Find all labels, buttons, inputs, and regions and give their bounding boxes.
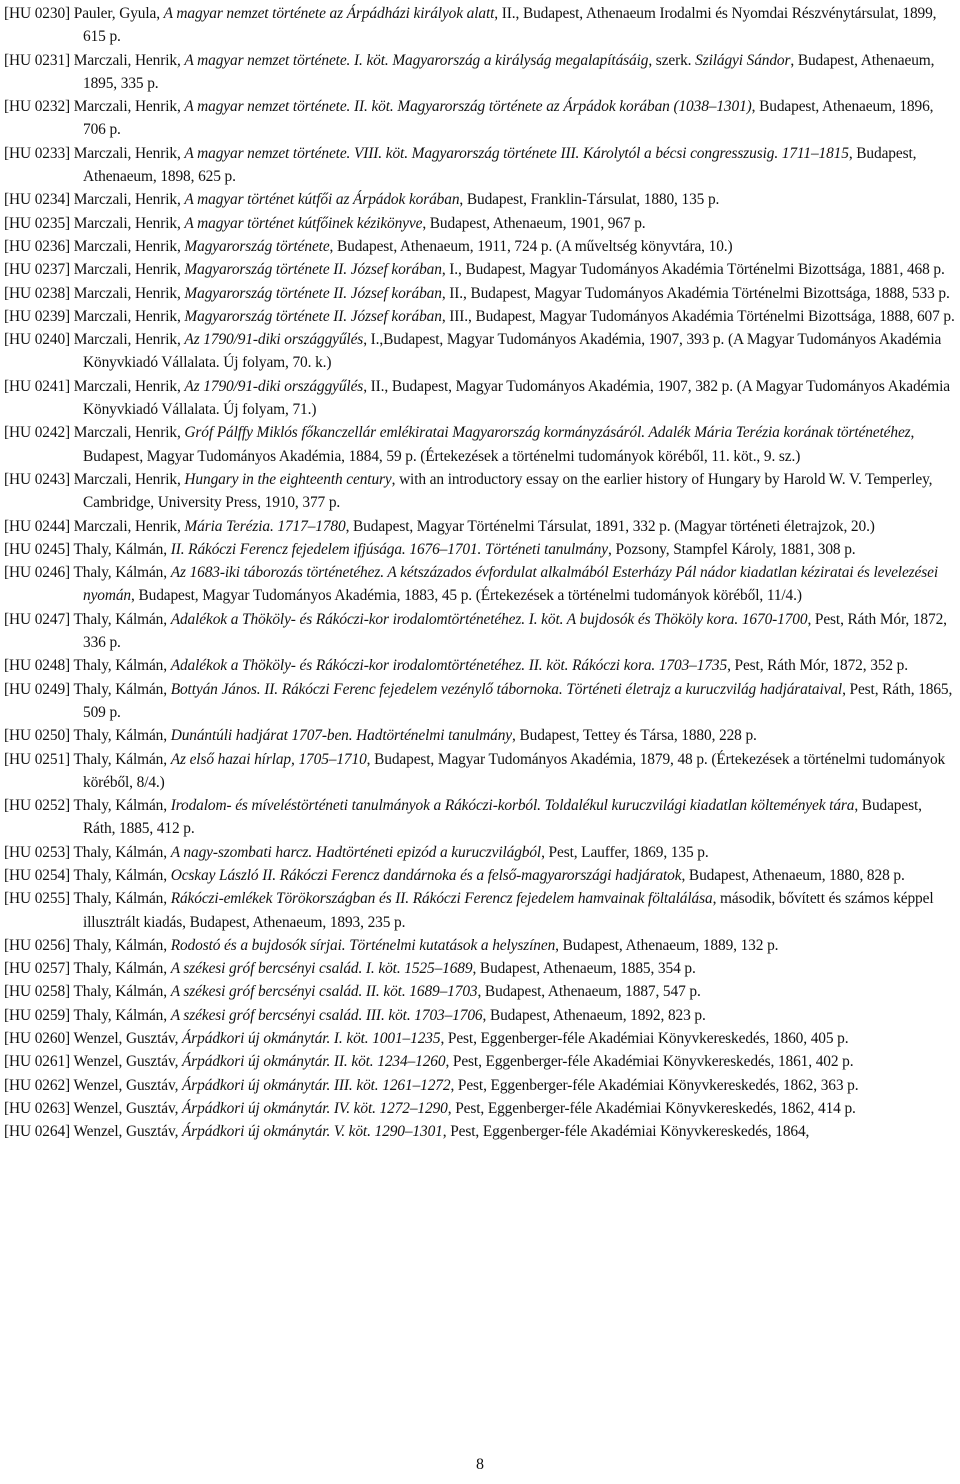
entry-title-segment: Magyarország története (184, 237, 330, 255)
entry-text-segment: , III., Budapest, Magyar Tudományos Akadémia Történelmi Bizottsága, 1888, 607 p. (441, 307, 955, 325)
entry-id: [HU 0240] (4, 331, 71, 349)
entry-text-segment: Marczali, Henrik, (70, 191, 185, 209)
entry-text-segment: Thaly, Kálmán, (70, 797, 171, 815)
entry-title-segment: Az 1683-iki táborozás történetéhez. A kétszázados évfordulat alkalmából Esterházy Pál nádor kiadatlan kéziratai és levelezései nyomán (83, 564, 938, 605)
bibliography-entry (4, 608, 956, 655)
entry-text-segment: Wenzel, Gusztáv, (70, 1099, 183, 1117)
page-number: 8 (476, 1456, 484, 1473)
bibliography-entry (4, 1097, 956, 1120)
entry-text-segment: , Budapest, Athenaeum, 1895, 335 p. (83, 51, 935, 92)
bibliography-entry (4, 468, 956, 515)
entry-title-segment: A székesi gróf bercsényi család. I. köt. 1525–1689 (170, 960, 473, 978)
entry-text-segment: Wenzel, Gusztáv, (70, 1076, 183, 1094)
entry-text-segment: , Budapest, Athenaeum, 1885, 354 p. (472, 960, 696, 978)
entry-id: [HU 0242] (4, 424, 71, 442)
entry-text-segment: , Budapest, Athenaeum, 1911, 724 p. (A műveltség könyvtára, 10.) (329, 237, 733, 255)
entry-text-segment: Marczali, Henrik, (70, 470, 185, 488)
bibliography-entry (4, 212, 956, 235)
entry-id: [HU 0263] (4, 1099, 71, 1117)
bibliography-entry (4, 258, 956, 281)
entry-text-segment: Thaly, Kálmán, (70, 890, 171, 908)
entry-text-segment: Marczali, Henrik, (70, 331, 185, 349)
entry-id: [HU 0247] (4, 610, 71, 628)
entry-text-segment: , Budapest, Magyar Tudományos Akadémia, 1884, 59 p. (Értekezések a történelmi tudományok köréből, 11. köt., 9. sz.) (83, 424, 915, 465)
entry-title-segment: Magyarország története II. József korában (184, 307, 442, 325)
entry-text-segment: Marczali, Henrik, (70, 261, 185, 279)
entry-text-segment: , II., Budapest, Athenaeum Irodalmi és Nyomdai Részvénytársulat, 1899, 615 p. (83, 5, 937, 46)
entry-id: [HU 0260] (4, 1030, 71, 1048)
entry-id: [HU 0243] (4, 470, 71, 488)
entry-title-segment: Magyarország története II. József korában (184, 261, 442, 279)
bibliography-entry (4, 1050, 956, 1073)
entry-title-segment: Árpádkori új okmánytár. IV. köt. 1272–1290 (182, 1099, 448, 1117)
entry-text-segment: , Budapest, Magyar Tudományos Akadémia, 1879, 48 p. (Értekezések a történelmi tudományok köréből, 8/4.) (83, 750, 946, 791)
entry-title-segment: II. Rákóczi Ferencz fejedelem ifjúsága. 1676–1701. Történeti tanulmány (170, 540, 608, 558)
bibliography-entry (4, 235, 956, 258)
bibliography-entry (4, 748, 956, 795)
entry-id: [HU 0261] (4, 1053, 71, 1071)
entry-text-segment: Marczali, Henrik, (70, 98, 185, 116)
entry-id: [HU 0232] (4, 98, 71, 116)
entry-title-segment: Rodostó és a bujdosók sírjai. Történelmi kutatások a helyszínen (170, 936, 556, 954)
entry-id: [HU 0255] (4, 890, 71, 908)
entry-id: [HU 0248] (4, 657, 71, 675)
entry-text-segment: , Budapest, Magyar Történelmi Társulat, 1891, 332 p. (Magyar történeti életrajzok, 20.) (345, 517, 875, 535)
entry-text-segment: Marczali, Henrik, (70, 284, 185, 302)
entry-title-segment: Szilágyi Sándor (695, 51, 791, 69)
bibliography-entry (4, 654, 956, 677)
entry-text-segment: Wenzel, Gusztáv, (70, 1030, 183, 1048)
entry-text-segment: Marczali, Henrik, (70, 517, 185, 535)
entry-title-segment: Irodalom- és míveléstörténeti tanulmányok a Rákóczi-korból. Toldalékul kuruczvilági kiadatlan költemények tára (170, 797, 855, 815)
entry-id: [HU 0256] (4, 936, 71, 954)
bibliography-entry (4, 1120, 956, 1143)
entry-text-segment: Thaly, Kálmán, (70, 866, 171, 884)
entry-text-segment: Marczali, Henrik, (70, 377, 185, 395)
entry-text-segment: Marczali, Henrik, (70, 51, 185, 69)
entry-text-segment: Marczali, Henrik, (70, 307, 185, 325)
entry-text-segment: , Pozsony, Stampfel Károly, 1881, 308 p. (607, 540, 856, 558)
entry-id: [HU 0249] (4, 680, 71, 698)
entry-title-segment: Adalékok a Thököly- és Rákóczi-kor irodalomtörténetéhez. II. köt. Rákóczi kora. 1703–1735 (170, 657, 728, 675)
entry-title-segment: A magyar nemzet története. II. köt. Magyarország története az Árpádok korában (1038–1301) (184, 98, 752, 116)
entry-text-segment: , Budapest, Athenaeum, 1880, 828 p. (681, 866, 905, 884)
entry-text-segment: Pauler, Gyula, (70, 5, 164, 22)
bibliography-entry (4, 95, 956, 142)
entry-id: [HU 0258] (4, 983, 71, 1001)
entry-id: [HU 0237] (4, 261, 71, 279)
bibliography-entry (4, 678, 956, 725)
bibliography-entry (4, 794, 956, 841)
entry-title-segment: Ocskay László II. Rákóczi Ferencz dandárnoka és a felső-magyarországi hadjáratok (170, 866, 682, 884)
entry-id: [HU 0231] (4, 51, 71, 69)
entry-id: [HU 0241] (4, 377, 71, 395)
bibliography-entry (4, 841, 956, 864)
entry-id: [HU 0239] (4, 307, 71, 325)
entry-text-segment: , Pest, Eggenberger-féle Akadémiai Könyvkereskedés, 1864, (442, 1123, 810, 1141)
entry-title-segment: Árpádkori új okmánytár. I. köt. 1001–1235 (182, 1030, 441, 1048)
entry-id: [HU 0245] (4, 540, 71, 558)
entry-text-segment: , Budapest, Magyar Tudományos Akadémia, 1883, 45 p. (Értekezések a történelmi tudományok köréből, 11/4.) (131, 587, 802, 605)
bibliography-entry (4, 142, 956, 189)
entry-text-segment: Marczali, Henrik, (70, 144, 185, 162)
entry-text-segment: , Budapest, Athenaeum, 1901, 967 p. (422, 214, 646, 232)
entry-text-segment: Thaly, Kálmán, (70, 657, 171, 675)
entry-title-segment: Magyarország története II. József korában (184, 284, 442, 302)
entry-text-segment: , Pest, Ráth Mór, 1872, 352 p. (727, 657, 908, 675)
bibliography-entry (4, 1027, 956, 1050)
bibliography-entry (4, 282, 956, 305)
entry-text-segment: Thaly, Kálmán, (70, 960, 171, 978)
entry-text-segment: , Budapest, Tettey és Társa, 1880, 228 p. (512, 727, 757, 745)
entry-title-segment: A magyar történet kútfői az Árpádok korában (184, 191, 460, 209)
entry-title-segment: Árpádkori új okmánytár. V. köt. 1290–1301 (182, 1123, 443, 1141)
entry-text-segment: Thaly, Kálmán, (70, 750, 171, 768)
entry-title-segment: A székesi gróf bercsényi család. II. köt. 1689–1703 (170, 983, 478, 1001)
entry-text-segment: , II., Budapest, Magyar Tudományos Akadémia Történelmi Bizottsága, 1888, 533 p. (441, 284, 950, 302)
entry-title-segment: Dunántúli hadjárat 1707-ben. Hadtörténelmi tanulmány (170, 727, 513, 745)
entry-text-segment: Marczali, Henrik, (70, 237, 185, 255)
entry-text-segment: Marczali, Henrik, (70, 214, 185, 232)
entry-text-segment: , Budapest, Athenaeum, 1889, 132 p. (555, 936, 779, 954)
entry-text-segment: , with an introductory essay on the earlier history of Hungary by Harold W. V. Temperley, Cambridge, University Press, 1910, 377 p. (83, 470, 933, 512)
entry-text-segment: , I.,Budapest, Magyar Tudományos Akadémia, 1907, 393 p. (A Magyar Tudományos Akadémia Könyvkiadó Vállalata. Új folyam, 70. k.) (83, 331, 942, 372)
entry-title-segment: A magyar nemzet története az Árpádházi királyok alatt (163, 5, 495, 22)
bibliography-entry (4, 1074, 956, 1097)
entry-id: [HU 0246] (4, 564, 71, 582)
entry-title-segment: A magyar történet kútfőinek kézikönyve (184, 214, 423, 232)
entry-id: [HU 0244] (4, 517, 71, 535)
entry-title-segment: Árpádkori új okmánytár. II. köt. 1234–1260 (182, 1053, 446, 1071)
bibliography-entry (4, 724, 956, 747)
entry-text-segment: Thaly, Kálmán, (70, 727, 171, 745)
entry-id: [HU 0230] (4, 5, 71, 22)
bibliography-entry (4, 538, 956, 561)
entry-text-segment: , I., Budapest, Magyar Tudományos Akadémia Történelmi Bizottsága, 1881, 468 p. (441, 261, 945, 279)
entry-text-segment: , Budapest, Franklin-Társulat, 1880, 135 p. (459, 191, 720, 209)
entry-title-segment: Árpádkori új okmánytár. III. köt. 1261–1272 (182, 1076, 451, 1094)
bibliography-entry (4, 980, 956, 1003)
entry-id: [HU 0254] (4, 866, 71, 884)
entry-id: [HU 0253] (4, 843, 71, 861)
entry-id: [HU 0233] (4, 144, 71, 162)
entry-id: [HU 0234] (4, 191, 71, 209)
entry-text-segment: , Budapest, Athenaeum, 1892, 823 p. (482, 1006, 706, 1024)
entry-text-segment: Thaly, Kálmán, (70, 680, 171, 698)
bibliography-entry (4, 1004, 956, 1027)
entry-id: [HU 0251] (4, 750, 71, 768)
entry-text-segment: , Budapest, Athenaeum, 1887, 547 p. (477, 983, 701, 1001)
entry-text-segment: Thaly, Kálmán, (70, 564, 171, 582)
entry-text-segment: Marczali, Henrik, (70, 424, 185, 442)
entry-text-segment: , Budapest, Athenaeum, 1898, 625 p. (83, 144, 917, 186)
entry-text-segment: , Budapest, Ráth, 1885, 412 p. (83, 797, 922, 838)
bibliography-entry (4, 49, 956, 96)
entry-title-segment: A magyar nemzet története. I. köt. Magyarország a királyság megalapításáig (184, 51, 649, 69)
bibliography-entry (4, 864, 956, 887)
entry-text-segment: , Pest, Eggenberger-féle Akadémiai Könyvkereskedés, 1862, 414 p. (447, 1099, 856, 1117)
entry-title-segment: Rákóczi-emlékek Törökországban és II. Rákóczi Ferencz fejedelem hamvainak föltalálása (170, 890, 713, 908)
entry-id: [HU 0236] (4, 237, 71, 255)
entry-text-segment: Wenzel, Gusztáv, (70, 1053, 183, 1071)
entry-title-segment: Az első hazai hírlap, 1705–1710 (170, 750, 367, 768)
entry-text-segment: Thaly, Kálmán, (70, 1006, 171, 1024)
entry-id: [HU 0235] (4, 214, 71, 232)
bibliography-entry (4, 934, 956, 957)
entry-text-segment: , szerk. (648, 51, 696, 69)
entry-id: [HU 0262] (4, 1076, 71, 1094)
entry-text-segment: Wenzel, Gusztáv, (70, 1123, 183, 1141)
bibliography-entry (4, 2, 956, 49)
entry-title-segment: Hungary in the eighteenth century (184, 470, 392, 488)
entry-title-segment: Az 1790/91-diki országgyűlés (184, 331, 364, 349)
bibliography-entry (4, 188, 956, 211)
entry-text-segment: , Pest, Eggenberger-féle Akadémiai Könyvkereskedés, 1862, 363 p. (450, 1076, 859, 1094)
entry-title-segment: Mária Terézia. 1717–1780 (184, 517, 346, 535)
bibliography-entry (4, 887, 956, 934)
entry-text-segment: , második, bővített és számos képpel illusztrált kiadás, Budapest, Athenaeum, 1893, 235 p. (83, 890, 934, 931)
entry-id: [HU 0259] (4, 1006, 71, 1024)
entry-text-segment: , Budapest, Athenaeum, 1896, 706 p. (83, 98, 934, 139)
bibliography-entry (4, 305, 956, 328)
entry-id: [HU 0257] (4, 960, 71, 978)
entry-title-segment: A nagy-szombati harcz. Hadtörténeti epizód a kuruczvilágból (170, 843, 542, 861)
bibliography-entry (4, 957, 956, 980)
entry-text-segment: Thaly, Kálmán, (70, 610, 171, 628)
entry-text-segment: Thaly, Kálmán, (70, 540, 171, 558)
entry-text-segment: , Pest, Ráth Mór, 1872, 336 p. (83, 610, 947, 652)
entry-title-segment: Az 1790/91-diki országgyűlés (184, 377, 364, 395)
bibliography-entry (4, 421, 956, 468)
entry-id: [HU 0238] (4, 284, 71, 302)
entry-id: [HU 0250] (4, 727, 71, 745)
entry-text-segment: Thaly, Kálmán, (70, 936, 171, 954)
entry-title-segment: A magyar nemzet története. VIII. köt. Magyarország története III. Károlytól a bécsi congresszusig. 1711–1815 (184, 144, 849, 162)
entry-text-segment: , Pest, Ráth, 1865, 509 p. (83, 680, 953, 721)
entry-id: [HU 0264] (4, 1123, 71, 1141)
bibliography-entry (4, 375, 956, 422)
entry-title-segment: Adalékok a Thököly- és Rákóczi-kor irodalomtörténetéhez. I. köt. A bujdosók és Thököly kora. 1670-1700 (170, 610, 808, 628)
entry-text-segment: Thaly, Kálmán, (70, 843, 171, 861)
entry-text-segment: Thaly, Kálmán, (70, 983, 171, 1001)
bibliography-entry (4, 515, 956, 538)
entry-title-segment: Bottyán János. II. Rákóczi Ferenc fejedelem vezénylő tábornoka. Történeti életrajz a kuruczvilág hadjárataival (170, 680, 843, 698)
entry-text-segment: , Pest, Eggenberger-féle Akadémiai Könyvkereskedés, 1861, 402 p. (445, 1053, 854, 1071)
entry-title-segment: A székesi gróf bercsényi család. III. köt. 1703–1706 (170, 1006, 483, 1024)
entry-id: [HU 0252] (4, 797, 71, 815)
entry-text-segment: , Pest, Lauffer, 1869, 135 p. (541, 843, 709, 861)
entry-title-segment: Gróf Pálffy Miklós főkanczellár emlékiratai Magyarország kormányzásáról. Adalék Mária Terézia korának történetéhez (184, 424, 911, 442)
bibliography-entry (4, 561, 956, 608)
entry-text-segment: , II., Budapest, Magyar Tudományos Akadémia, 1907, 382 p. (A Magyar Tudományos Akadémia Könyvkiadó Vállalata. Új folyam, 71.) (83, 377, 950, 419)
bibliography-list (4, 2, 956, 1144)
entry-text-segment: , Pest, Eggenberger-féle Akadémiai Könyvkereskedés, 1860, 405 p. (440, 1030, 849, 1048)
bibliography-entry (4, 328, 956, 375)
